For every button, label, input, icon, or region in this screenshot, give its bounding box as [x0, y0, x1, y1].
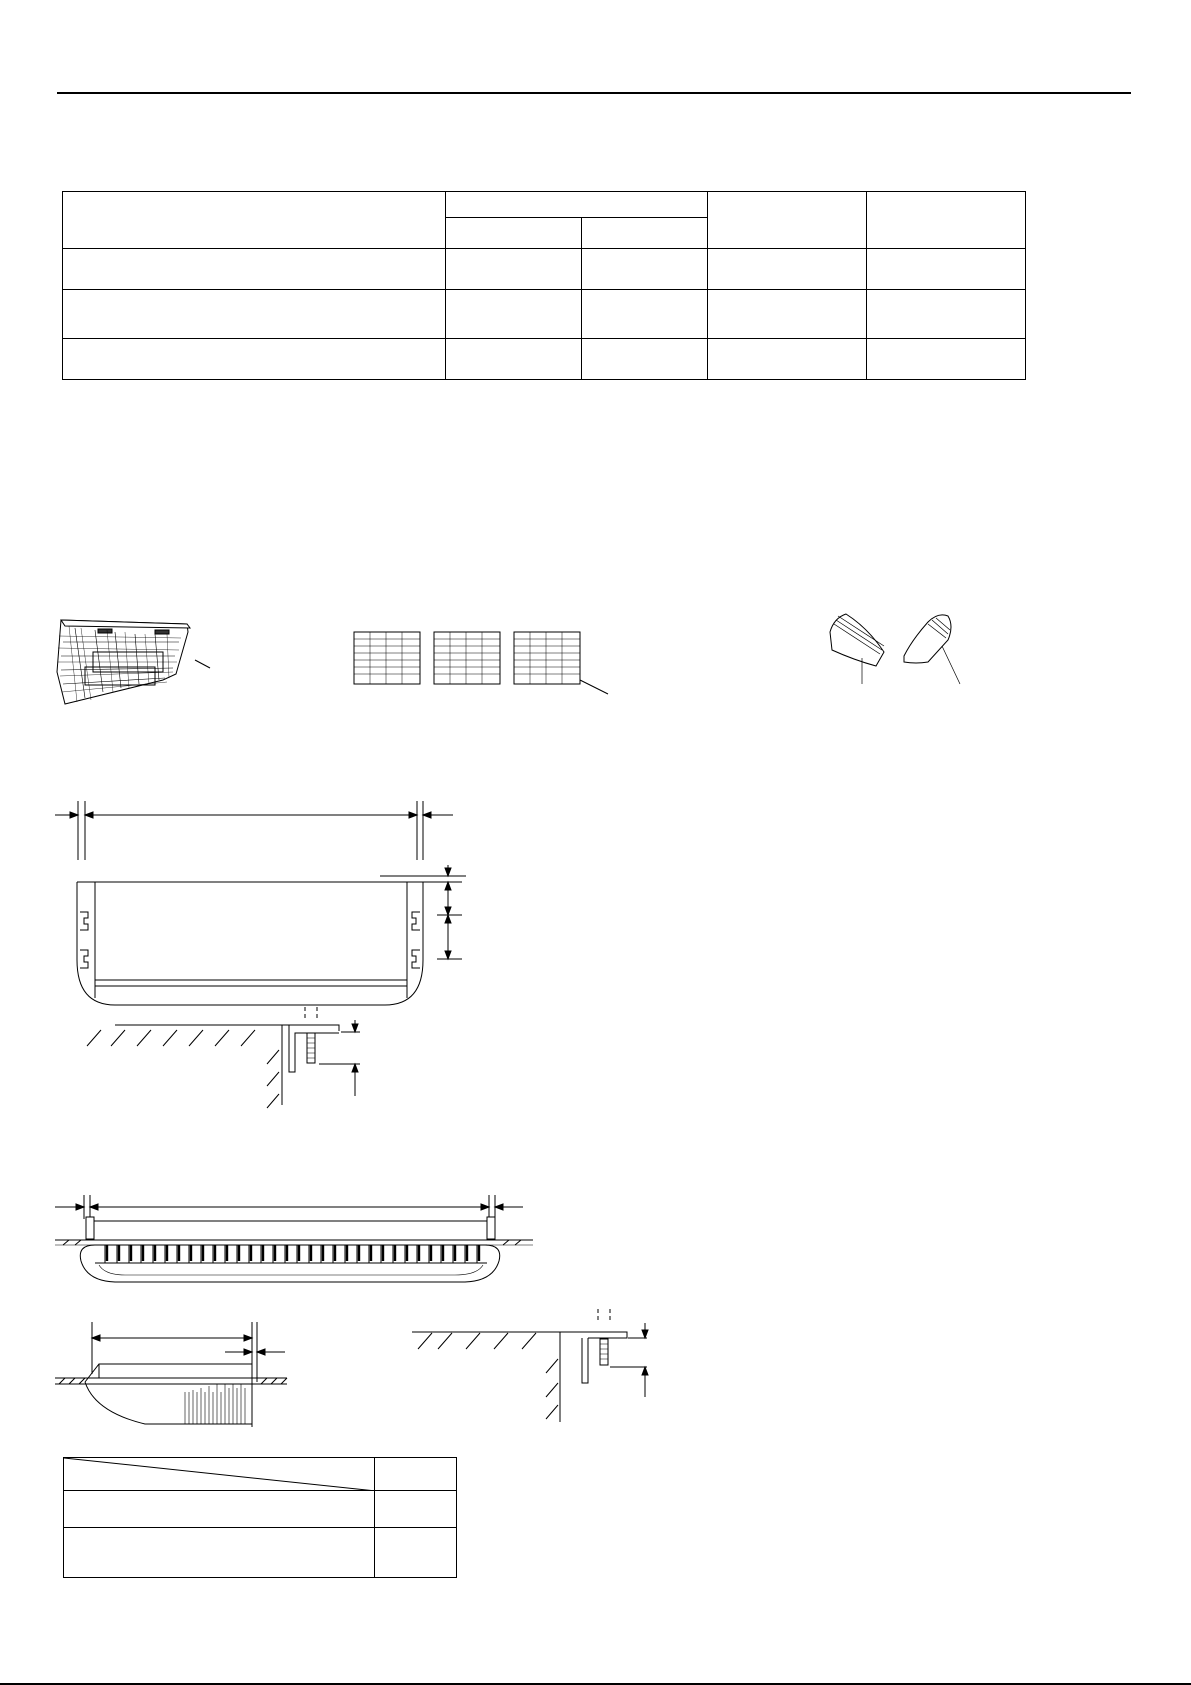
dimension-table-corner-cell [64, 1458, 375, 1491]
ceiling-mount-side-figure [55, 1322, 300, 1432]
diagonal-divider [64, 1458, 376, 1491]
dimension-table [63, 1457, 457, 1578]
air-filter-figure [55, 612, 225, 712]
wall-mount-front-figure [55, 800, 475, 1100]
spec-table-subheader-cell [582, 218, 708, 249]
filter-grid-figure [352, 630, 612, 696]
spec-table-subheader-cell [445, 218, 582, 249]
dimension-table-header-cell [375, 1458, 457, 1491]
table-row [63, 339, 1026, 380]
spec-table-header-cell [708, 192, 867, 249]
filter-holder-figure [828, 610, 988, 686]
header-rule [57, 92, 1131, 94]
table-row [64, 1491, 457, 1528]
spec-table-header-cell [63, 192, 446, 249]
ceiling-bracket-figure [412, 1305, 657, 1425]
spec-table-header-cell [867, 192, 1026, 249]
table-row [63, 249, 1026, 290]
table-row [64, 1528, 457, 1578]
spec-table-header-cell [445, 192, 708, 218]
ceiling-mount-front-figure [55, 1195, 535, 1295]
table-row [63, 290, 1026, 339]
spec-table [62, 191, 1026, 380]
